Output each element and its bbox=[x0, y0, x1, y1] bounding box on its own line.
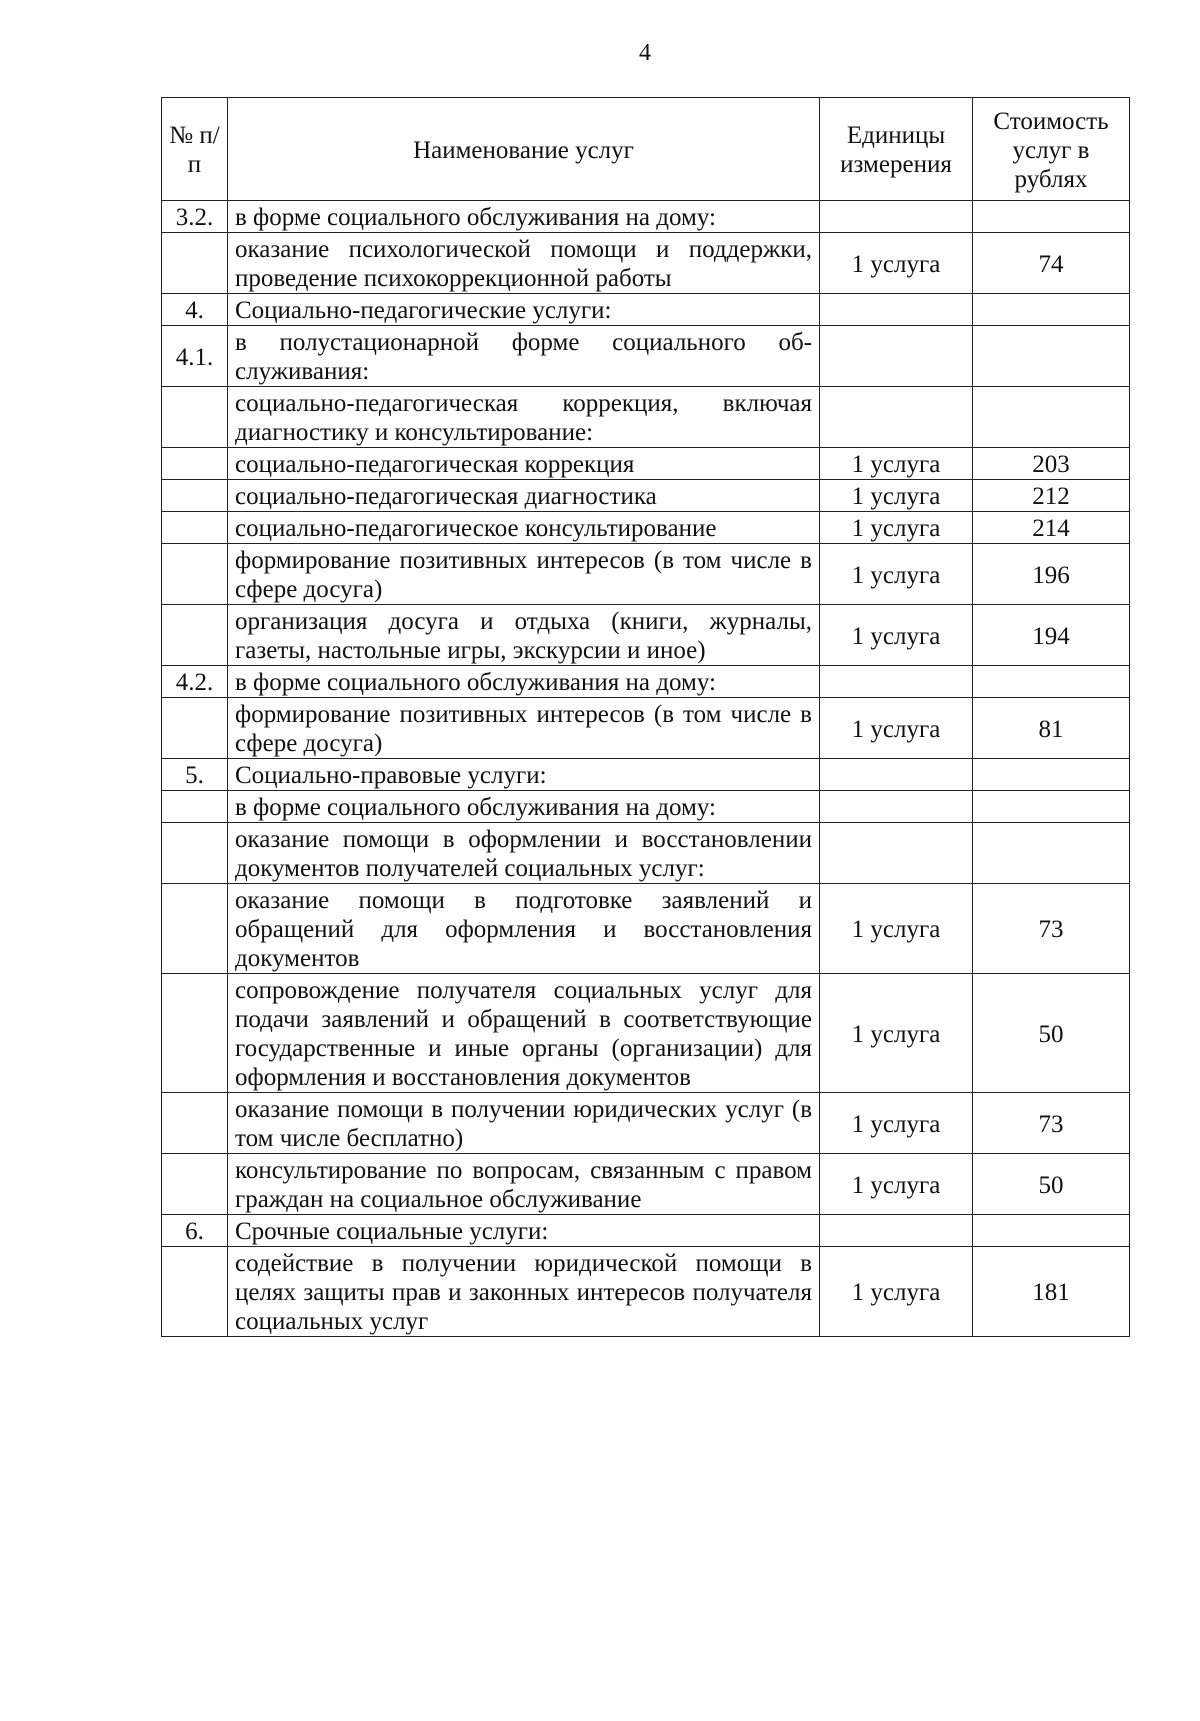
table-row bbox=[162, 448, 1130, 480]
table-row bbox=[162, 605, 1130, 666]
table-row bbox=[162, 201, 1130, 233]
service-name: формирование позитивных интересов (в том числе в сфере досуга) bbox=[228, 544, 820, 605]
unit-of-measure bbox=[820, 326, 973, 387]
table-row bbox=[162, 974, 1130, 1093]
unit-of-measure bbox=[820, 1215, 973, 1247]
row-number bbox=[162, 544, 228, 605]
unit-of-measure: 1 услуга bbox=[820, 512, 973, 544]
service-price: 203 bbox=[973, 448, 1130, 480]
header-number: № п/п bbox=[162, 98, 228, 201]
row-number bbox=[162, 1247, 228, 1337]
table-row bbox=[162, 512, 1130, 544]
row-number bbox=[162, 1093, 228, 1154]
service-price bbox=[973, 823, 1130, 884]
service-name: в форме социального обслуживания на дому: bbox=[228, 666, 820, 698]
unit-of-measure: 1 услуга bbox=[820, 974, 973, 1093]
row-number: 5. bbox=[162, 759, 228, 791]
service-price: 194 bbox=[973, 605, 1130, 666]
unit-of-measure: 1 услуга bbox=[820, 605, 973, 666]
unit-of-measure: 1 услуга bbox=[820, 233, 973, 294]
table-body bbox=[162, 201, 1130, 1337]
service-name: в полустационарной форме социального обслуживания: bbox=[228, 326, 820, 387]
table-row bbox=[162, 759, 1130, 791]
unit-of-measure bbox=[820, 294, 973, 326]
service-name: содействие в получении юридической помощи в целях защиты прав и законных интересов получателя социальных услуг bbox=[228, 1247, 820, 1337]
unit-of-measure: 1 услуга bbox=[820, 1154, 973, 1215]
row-number bbox=[162, 698, 228, 759]
unit-of-measure: 1 услуга bbox=[820, 448, 973, 480]
unit-of-measure bbox=[820, 791, 973, 823]
service-name: оказание психологической помощи и поддержки, проведение психокоррекционной работы bbox=[228, 233, 820, 294]
service-price bbox=[973, 326, 1130, 387]
row-number: 6. bbox=[162, 1215, 228, 1247]
table-row bbox=[162, 823, 1130, 884]
service-name: оказание помощи в получении юридических услуг (в том числе бесплатно) bbox=[228, 1093, 820, 1154]
row-number bbox=[162, 823, 228, 884]
table-row bbox=[162, 698, 1130, 759]
row-number: 4. bbox=[162, 294, 228, 326]
service-name: Социально-правовые услуги: bbox=[228, 759, 820, 791]
service-price bbox=[973, 791, 1130, 823]
service-name: Социально-педагогические услуги: bbox=[228, 294, 820, 326]
service-price bbox=[973, 759, 1130, 791]
table-row bbox=[162, 544, 1130, 605]
unit-of-measure bbox=[820, 666, 973, 698]
table-row bbox=[162, 294, 1130, 326]
service-price: 74 bbox=[973, 233, 1130, 294]
service-price: 212 bbox=[973, 480, 1130, 512]
page-number: 4 bbox=[639, 40, 651, 66]
row-number: 3.2. bbox=[162, 201, 228, 233]
service-name: оказание помощи в подготовке заявлений и обращений для оформления и восстановления документов bbox=[228, 884, 820, 974]
service-name: социально-педагогическая коррекция, включая диагностику и консультирование: bbox=[228, 387, 820, 448]
unit-of-measure: 1 услуга bbox=[820, 480, 973, 512]
service-price bbox=[973, 201, 1130, 233]
header-name: Наименование услуг bbox=[228, 98, 820, 201]
service-price: 73 bbox=[973, 1093, 1130, 1154]
service-price: 73 bbox=[973, 884, 1130, 974]
unit-of-measure: 1 услуга bbox=[820, 544, 973, 605]
row-number: 4.1. bbox=[162, 326, 228, 387]
table-row bbox=[162, 1154, 1130, 1215]
service-name: социально-педагогическая коррекция bbox=[228, 448, 820, 480]
service-price bbox=[973, 387, 1130, 448]
row-number bbox=[162, 1154, 228, 1215]
service-price: 81 bbox=[973, 698, 1130, 759]
unit-of-measure: 1 услуга bbox=[820, 698, 973, 759]
service-name: социально-педагогическая диагностика bbox=[228, 480, 820, 512]
unit-of-measure: 1 услуга bbox=[820, 1247, 973, 1337]
service-name: социально-педагогическое консультирование bbox=[228, 512, 820, 544]
service-price: 50 bbox=[973, 1154, 1130, 1215]
row-number bbox=[162, 605, 228, 666]
services-price-table bbox=[161, 97, 1130, 1337]
unit-of-measure bbox=[820, 201, 973, 233]
table-row bbox=[162, 387, 1130, 448]
service-price: 196 bbox=[973, 544, 1130, 605]
service-name: в форме социального обслуживания на дому: bbox=[228, 201, 820, 233]
unit-of-measure bbox=[820, 759, 973, 791]
table-row bbox=[162, 666, 1130, 698]
table-row bbox=[162, 791, 1130, 823]
service-price: 50 bbox=[973, 974, 1130, 1093]
table-row bbox=[162, 326, 1130, 387]
row-number bbox=[162, 233, 228, 294]
unit-of-measure bbox=[820, 823, 973, 884]
row-number bbox=[162, 448, 228, 480]
service-name: организация досуга и отдыха (книги, журналы, газеты, настольные игры, экскурсии и иное) bbox=[228, 605, 820, 666]
service-price: 214 bbox=[973, 512, 1130, 544]
row-number bbox=[162, 791, 228, 823]
row-number bbox=[162, 387, 228, 448]
service-price bbox=[973, 1215, 1130, 1247]
service-name: сопровождение получателя социальных услуг для подачи заявлений и обращений в соответствующие государственные и иные органы (организации) для оформления и восстановления документов bbox=[228, 974, 820, 1093]
header-unit: Единицы измерения bbox=[820, 98, 973, 201]
table-row bbox=[162, 884, 1130, 974]
row-number bbox=[162, 974, 228, 1093]
table-row bbox=[162, 1093, 1130, 1154]
service-name: формирование позитивных интересов (в том числе в сфере досуга) bbox=[228, 698, 820, 759]
table-row bbox=[162, 480, 1130, 512]
table-header-row bbox=[162, 98, 1130, 201]
table-row bbox=[162, 1247, 1130, 1337]
unit-of-measure: 1 услуга bbox=[820, 1093, 973, 1154]
service-price bbox=[973, 666, 1130, 698]
unit-of-measure: 1 услуга bbox=[820, 884, 973, 974]
unit-of-measure bbox=[820, 387, 973, 448]
row-number bbox=[162, 480, 228, 512]
table-row bbox=[162, 233, 1130, 294]
header-price: Стоимость услуг в рублях bbox=[973, 98, 1130, 201]
service-name: оказание помощи в оформлении и восстановлении документов получателей социальных услуг: bbox=[228, 823, 820, 884]
service-name: консультирование по вопросам, связанным с правом граждан на социальное обслуживание bbox=[228, 1154, 820, 1215]
table-row bbox=[162, 1215, 1130, 1247]
service-price: 181 bbox=[973, 1247, 1130, 1337]
service-name: Срочные социальные услуги: bbox=[228, 1215, 820, 1247]
row-number bbox=[162, 884, 228, 974]
service-name: в форме социального обслуживания на дому: bbox=[228, 791, 820, 823]
row-number: 4.2. bbox=[162, 666, 228, 698]
row-number bbox=[162, 512, 228, 544]
service-price bbox=[973, 294, 1130, 326]
